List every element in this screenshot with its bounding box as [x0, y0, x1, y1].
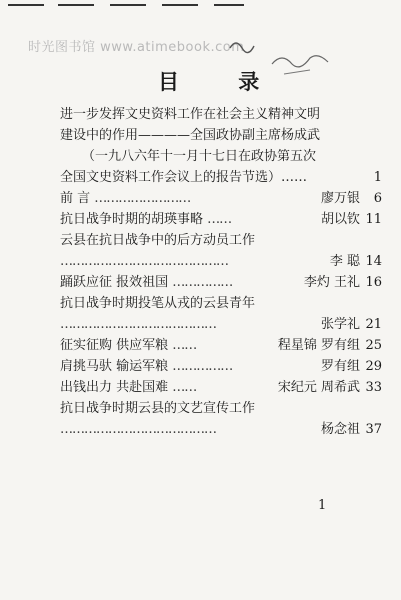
toc-entry-author: 程星锦 罗有组 — [277, 338, 360, 353]
leader-dots: …………… — [172, 359, 233, 374]
toc-entry — [60, 272, 382, 293]
toc-entry — [60, 356, 382, 377]
page-number: 6 — [373, 191, 382, 206]
toc-entry-author: 李 聪 — [329, 254, 360, 269]
leader-dots: …… — [172, 380, 197, 395]
toc-entry-title: 抗日战争时期投笔从戎的云县青年 — [60, 296, 256, 311]
toc-entry — [60, 230, 360, 251]
toc-entry-author: 宋纪元 周希武 — [277, 380, 360, 395]
page-number: 33 — [365, 380, 382, 395]
toc-entry-text: 全国文史资料工作会议上的报告节选）…… — [60, 170, 308, 185]
toc-entry-line: 建设中的作用————全国政协副主席杨成武 — [60, 128, 321, 143]
toc-entry-line: （一九八六年十一月十七日在政协第五次 — [82, 149, 317, 164]
toc-entry-title: 出钱出力 共赴国难 — [60, 380, 169, 395]
toc-entry-author: 李灼 王礼 — [303, 275, 360, 290]
toc-entry-title: 前 言 — [60, 191, 91, 206]
watermark: 时光图书馆 www.atimebook.com — [28, 40, 245, 55]
toc-entry-continuation — [60, 314, 382, 335]
leader-dots: ………………………………… — [60, 317, 216, 332]
toc-entry-title: 肩挑马驮 输运军粮 — [60, 359, 169, 374]
page-number: 11 — [365, 212, 382, 227]
toc-entry-line — [60, 167, 382, 188]
toc-entry-author: 张学礼 — [320, 317, 360, 332]
toc-entry-line: 进一步发挥文史资料工作在社会主义精神文明 — [60, 107, 321, 122]
toc-entry-author: 杨念祖 — [320, 422, 360, 437]
leader-dots: …… — [207, 212, 232, 227]
page-title: 目 录 — [158, 69, 286, 94]
leader-dots: …………………… — [94, 191, 191, 206]
toc-entry-title: 抗日战争时期的胡瑛事略 — [60, 212, 204, 227]
page-number: 16 — [365, 275, 382, 290]
toc-entry-title: 征实征购 供应军粮 — [60, 338, 169, 353]
leader-dots: …………………………………… — [60, 254, 228, 269]
toc-entry-title: 云县在抗日战争中的后方动员工作 — [60, 233, 256, 248]
page-number: 37 — [365, 422, 382, 437]
page-number: 1 — [373, 170, 382, 185]
scan-edge-marks — [0, 0, 401, 12]
toc-entry-title: 踊跃应征 报效祖国 — [60, 275, 169, 290]
leader-dots: ………………………………… — [60, 422, 216, 437]
toc-entry-author: 廖万银 — [320, 191, 360, 206]
table-of-contents — [60, 104, 382, 440]
toc-entry-author: 胡以钦 — [320, 212, 360, 227]
toc-entry-author: 罗有组 — [320, 359, 360, 374]
toc-entry-continuation — [60, 251, 382, 272]
toc-entry — [60, 377, 382, 398]
page-number: 14 — [365, 254, 382, 269]
leader-dots: …………… — [172, 275, 233, 290]
toc-entry-continuation — [60, 419, 382, 440]
leader-dots: …… — [172, 338, 197, 353]
toc-entry — [60, 293, 360, 314]
toc-entry — [60, 335, 382, 356]
page-number: 21 — [365, 317, 382, 332]
toc-entry — [60, 188, 382, 209]
toc-entry — [60, 398, 360, 419]
toc-entry — [60, 209, 382, 230]
footer-page-number: 1 — [318, 498, 327, 513]
toc-entry-title: 抗日战争时期云县的文艺宣传工作 — [60, 401, 256, 416]
page-number: 25 — [365, 338, 382, 353]
page-number: 29 — [365, 359, 382, 374]
